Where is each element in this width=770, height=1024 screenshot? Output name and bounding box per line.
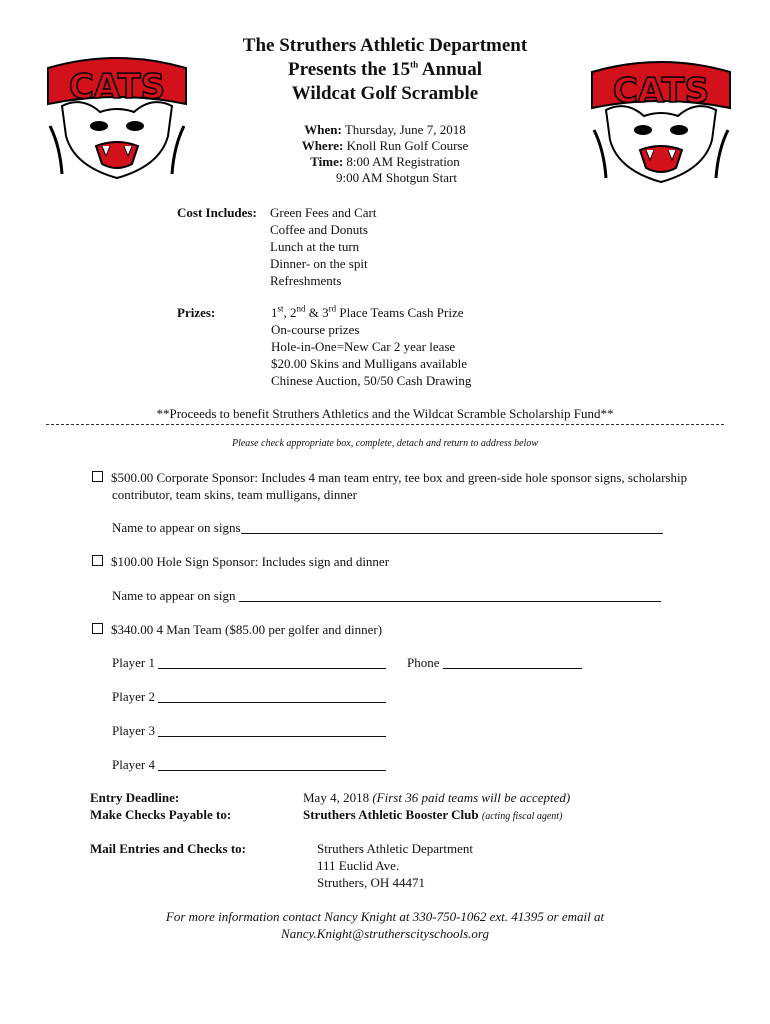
title-line-1: The Struthers Athletic Department	[242, 35, 528, 56]
corporate-name-field[interactable]	[241, 521, 663, 534]
option-team: $340.00 4 Man Team ($85.00 per golfer and dinner)	[92, 621, 382, 638]
player-3-row: Player 3	[112, 722, 386, 739]
prize-item-places: 1st, 2nd & 3rd Place Teams Cash Prize	[271, 303, 464, 320]
mail-address-line: Struthers Athletic Department	[317, 841, 473, 856]
prize-item: $20.00 Skins and Mulligans available	[271, 356, 468, 371]
player-4-field[interactable]	[158, 758, 386, 771]
phone-row: Phone	[407, 654, 582, 671]
corporate-name-row: Name to appear on signs	[112, 519, 663, 536]
title-line-2: Presents the 15th Annual	[288, 59, 482, 80]
cost-item: Refreshments	[270, 273, 342, 288]
option-corporate-cont: contributor, team skins, team mulligans, dinner	[112, 487, 357, 502]
deadline-label: Entry Deadline:	[90, 790, 180, 805]
player-3-field[interactable]	[158, 724, 386, 737]
event-shotgun: 9:00 AM Shotgun Start	[336, 170, 457, 185]
deadline-value: May 4, 2018 (First 36 paid teams will be accepted)	[303, 790, 571, 805]
logo-text: CATS	[612, 71, 710, 111]
prize-item: On-course prizes	[271, 322, 360, 337]
cost-label: Cost Includes:	[177, 205, 257, 220]
title-line-3: Wildcat Golf Scramble	[291, 83, 479, 104]
payable-label: Make Checks Payable to:	[90, 807, 232, 822]
cost-item: Coffee and Donuts	[270, 222, 368, 237]
cost-item: Lunch at the turn	[270, 239, 360, 254]
mail-label: Mail Entries and Checks to:	[90, 841, 246, 856]
option-hole-sign: $100.00 Hole Sign Sponsor: Includes sign and dinner	[92, 553, 389, 570]
hole-sign-name-field[interactable]	[239, 589, 661, 602]
detach-note: Please check appropriate box, complete, detach and return to address below	[231, 438, 539, 449]
phone-field[interactable]	[443, 656, 582, 669]
corporate-checkbox[interactable]	[92, 471, 103, 482]
prize-item: Hole-in-One=New Car 2 year lease	[271, 339, 456, 354]
proceeds-note: **Proceeds to benefit Struthers Athletics and the Wildcat Scramble Scholarship Fund**	[156, 406, 614, 421]
contact-email[interactable]: Nancy.Knight@strutherscityschools.org	[281, 926, 489, 941]
hole-sign-name-row: Name to appear on sign	[112, 587, 661, 604]
detach-divider	[46, 424, 724, 425]
player-1-field[interactable]	[158, 656, 386, 669]
cost-item: Dinner- on the spit	[270, 256, 368, 271]
prize-item: Chinese Auction, 50/50 Cash Drawing	[271, 373, 472, 388]
contact-line-1: For more information contact Nancy Knight at 330-750-1062 ext. 41395 or email at	[165, 909, 605, 924]
hole-sign-checkbox[interactable]	[92, 555, 103, 566]
player-4-row: Player 4	[112, 756, 386, 773]
player-2-row: Player 2	[112, 688, 386, 705]
payable-value: Struthers Athletic Booster Club (acting fiscal agent)	[303, 807, 563, 822]
prizes-list	[271, 304, 471, 389]
team-checkbox[interactable]	[92, 623, 103, 634]
player-1-row: Player 1	[112, 654, 386, 671]
mail-address-line: 111 Euclid Ave.	[317, 858, 400, 873]
prizes-label: Prizes:	[177, 305, 216, 320]
mail-address	[317, 840, 473, 891]
cost-item: Green Fees and Cart	[270, 205, 377, 220]
mail-address-line: Struthers, OH 44471	[317, 875, 425, 890]
player-2-field[interactable]	[158, 690, 386, 703]
option-corporate: $500.00 Corporate Sponsor: Includes 4 man team entry, tee box and green-side hole sponsor signs, scholarship	[92, 469, 687, 486]
event-where: Where: Knoll Run Golf Course	[301, 138, 469, 153]
logo-text: CATS	[68, 67, 166, 107]
event-when: When: Thursday, June 7, 2018	[304, 122, 466, 137]
cost-list	[270, 204, 377, 289]
event-time: Time: 8:00 AM Registration	[310, 154, 460, 169]
